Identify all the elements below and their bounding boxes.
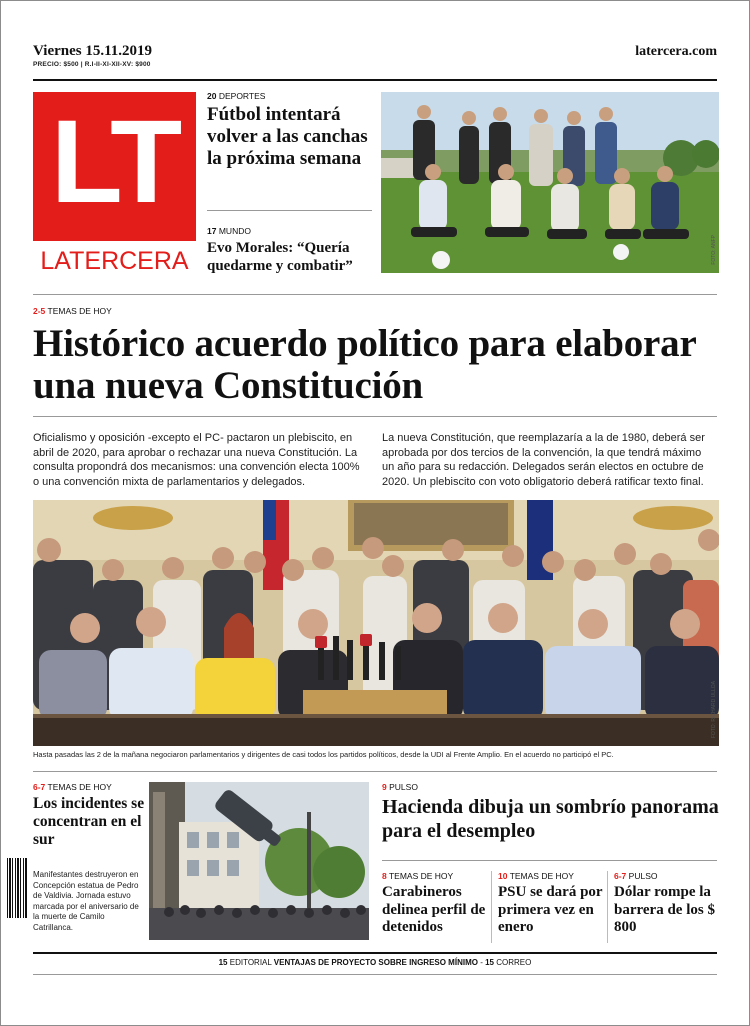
incidents-headline[interactable]: Los incidentes se concentran en el sur xyxy=(33,795,145,848)
photo-credit: FOTO: RICHARD ULLOA xyxy=(711,680,717,738)
issue-date: Viernes 15.11.2019 xyxy=(33,43,153,59)
footer-rule xyxy=(33,952,717,954)
story-headline: Fútbol intentará volver a las canchas la próxima semana xyxy=(207,104,368,169)
story-kicker: 10 TEMAS DE HOY xyxy=(498,871,574,881)
top-rule xyxy=(33,79,717,81)
story-headline: PSU se dará por primera vez en enero xyxy=(498,884,603,935)
hacienda-headline[interactable]: Hacienda dibuja un sombrío panorama para el desempleo xyxy=(382,796,719,842)
photo-credit: FOTO: ANFP xyxy=(711,235,717,265)
main-photo-illustration xyxy=(33,500,719,746)
story-kicker: 17 MUNDO xyxy=(207,226,251,236)
column-divider xyxy=(491,871,492,943)
divider xyxy=(207,210,372,211)
barcode xyxy=(7,858,27,918)
carabineros-story[interactable] xyxy=(382,871,490,937)
story-kicker: 6-7 PULSO xyxy=(614,871,658,881)
photo-caption: Hasta pasadas las 2 de la mañana negociaron parlamentarios y dirigentes de casi todos los partidos políticos, desde la UDI al Frente Amplio. En el acuerdo no participó el PC. xyxy=(33,750,614,759)
deck-left: Oficialismo y oposición -excepto el PC- pactaron un plebiscito, en abril de 2020, para aprobar o rechazar una nueva Constitución. La consulta propondrá dos mecanismos: una convención electa 100% o una convención mixta de parlamentarios y delegados. xyxy=(33,432,360,488)
story-headline: Evo Morales: “Quería quedarme y combatir” xyxy=(207,240,353,274)
headline-rule xyxy=(33,416,717,417)
statue-photo-illustration xyxy=(149,782,369,940)
footer-strip[interactable]: 15 EDITORIAL VENTAJAS DE PROYECTO SOBRE INGRESO MÍNIMO - 15 CORREO xyxy=(218,958,532,967)
dollar-story[interactable] xyxy=(614,871,722,937)
section-rule xyxy=(33,294,717,295)
story-kicker: 8 TEMAS DE HOY xyxy=(382,871,454,881)
sports-story[interactable] xyxy=(207,91,372,170)
story-headline: Dólar rompe la barrera de los $ 800 xyxy=(614,884,715,935)
logo-wordmark: LATERCERA xyxy=(40,247,189,275)
football-photo-illustration xyxy=(381,92,719,273)
hacienda-kicker: 9 PULSO xyxy=(382,782,418,792)
statue-photo[interactable] xyxy=(149,782,369,940)
main-story-kicker: 2-5 TEMAS DE HOY xyxy=(33,306,112,316)
caption-rule xyxy=(33,771,717,772)
incidents-body: Manifestantes destruyeron en Concepción estatua de Pedro de Valdivia. Jornada estuvo marcada por el aniversario de la muerte de Camilo Catrillanca. xyxy=(33,870,139,932)
site-link[interactable]: latercera.com xyxy=(635,44,717,59)
football-team-photo[interactable] xyxy=(381,92,719,273)
deck-right: La nueva Constitución, que reemplazaría a la de 1980, deberá ser aprobada por dos tercios de la convención, la que tendrá máximo un año para su redacción. Delegados serán electos en octubre de 2020. Un plebiscito con voto obligatorio deberá ratificar texto final. xyxy=(382,432,705,488)
stories-rule xyxy=(382,860,717,861)
political-agreement-photo[interactable] xyxy=(33,500,719,746)
psu-story[interactable] xyxy=(498,871,606,937)
price-line: PRECIO: $500 | R.I-II-XI-XII-XV: $900 xyxy=(33,61,151,68)
incidents-kicker: 6-7 TEMAS DE HOY xyxy=(33,782,112,792)
world-story[interactable] xyxy=(207,226,377,275)
story-kicker: 20 DEPORTES xyxy=(207,91,266,101)
column-divider xyxy=(607,871,608,943)
logo-letters: LT xyxy=(50,96,179,228)
main-headline[interactable]: Histórico acuerdo político para elaborar una nueva Constitución xyxy=(33,322,696,407)
logo[interactable] xyxy=(33,92,196,241)
footer-bottom-rule xyxy=(33,974,717,975)
story-headline: Carabineros delinea perfil de detenidos xyxy=(382,884,486,935)
